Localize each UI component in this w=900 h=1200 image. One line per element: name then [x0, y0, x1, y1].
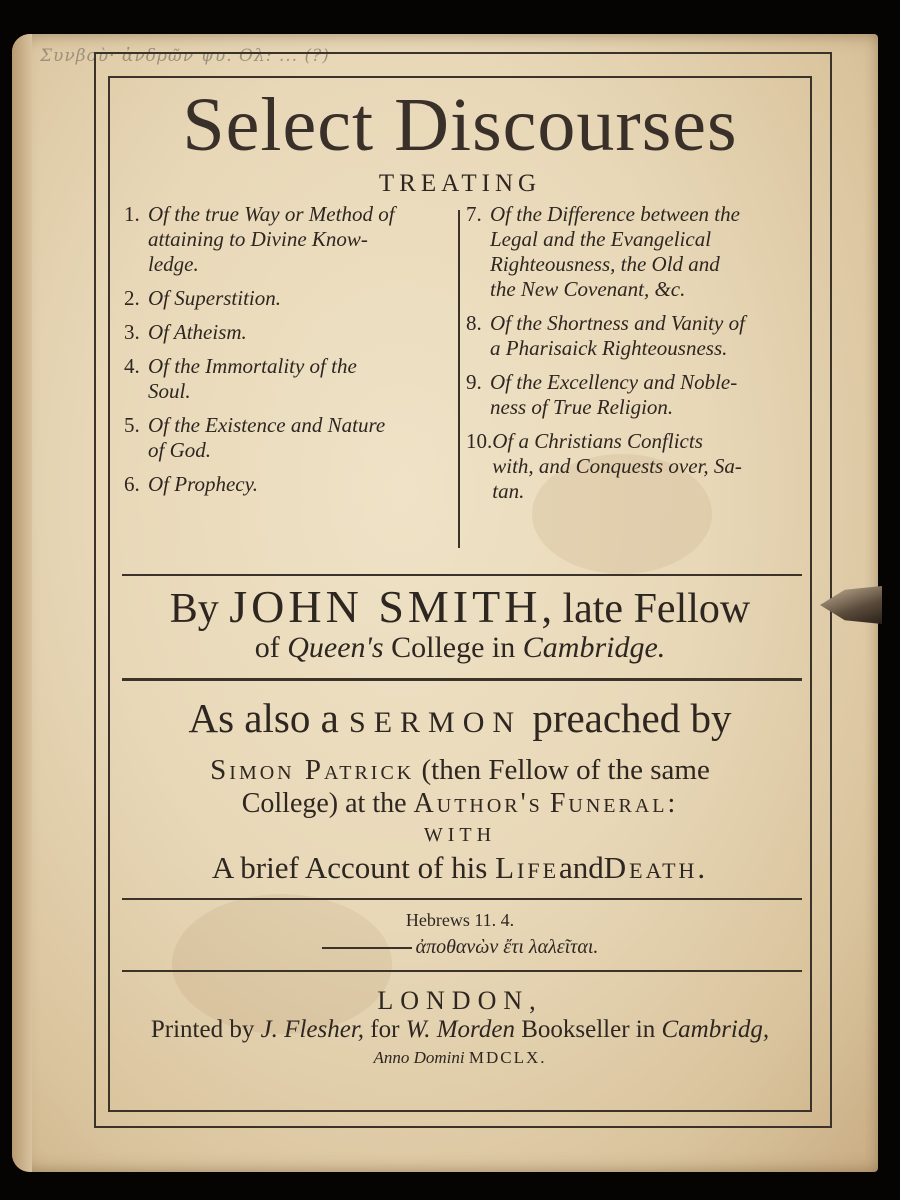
rule-line — [122, 678, 802, 681]
book-title: Select Discourses — [182, 83, 738, 167]
greek-text: ἀποθανὼν ἔτι λαλεῖται. — [415, 936, 599, 958]
preacher-name: Simon Patrick — [210, 754, 415, 786]
sermon-word: SERMON — [349, 706, 523, 739]
contents-item — [124, 202, 454, 277]
seller-rest: Bookseller in — [521, 1016, 656, 1043]
contents-item — [124, 472, 454, 497]
item-text: Of the Excellency and Noble- ness of True Religion. — [490, 370, 738, 419]
epigraph-dash — [322, 947, 412, 949]
college-of: of — [254, 631, 280, 664]
anno-domini: Anno Domini — [373, 1048, 465, 1067]
contents-item — [124, 320, 454, 345]
item-number: 9. — [466, 370, 482, 394]
imprint-year: MDCLX. — [468, 1048, 547, 1067]
rule-line — [122, 970, 802, 972]
author-name: JOHN SMITH — [229, 581, 542, 632]
item-text: Of a Christians Conflicts with, and Conquests over, Sa- tan. — [492, 429, 742, 503]
printer-name: J. Flesher, — [260, 1016, 365, 1043]
item-text: Of the true Way or Method of attaining to Divine Know- ledge. — [148, 202, 395, 276]
item-number: 10. — [466, 429, 493, 453]
contents-right-column — [466, 202, 796, 513]
contents-item — [124, 354, 454, 404]
item-text: Of the Difference between the Legal and the Evangelical Righteousness, the Old and the New Covenant, &c. — [490, 202, 740, 301]
item-number: 3. — [124, 320, 140, 344]
contents-item — [466, 311, 796, 361]
life-word: Life — [495, 850, 560, 885]
book-page — [12, 34, 878, 1172]
preacher-line — [108, 754, 812, 787]
college-rest: College in — [391, 631, 516, 664]
for-word: for — [370, 1016, 400, 1043]
item-text: Of Prophecy. — [148, 472, 259, 496]
authors-word: Author's — [413, 788, 543, 819]
seller-name: W. Morden — [405, 1016, 515, 1043]
by-label: By — [169, 586, 219, 632]
college-town: Cambridge. — [522, 631, 666, 664]
item-number: 7. — [466, 202, 482, 226]
epigraph-greek — [108, 936, 812, 959]
printed-by: Printed by — [150, 1016, 255, 1043]
contents-left-column — [124, 202, 454, 506]
and-word: and — [559, 850, 604, 885]
item-number: 5. — [124, 413, 140, 437]
college-name: Queen's — [287, 631, 384, 664]
seller-town: Cambridg, — [661, 1016, 770, 1043]
item-number: 6. — [124, 472, 140, 496]
epigraph-reference: Hebrews 11. 4. — [405, 910, 515, 930]
imprint-city: LONDON, — [377, 986, 543, 1015]
item-number: 2. — [124, 286, 140, 310]
item-text: Of the Existence and Nature of God. — [148, 413, 386, 462]
funeral-word: Funeral: — [549, 788, 679, 819]
page-spine-shadow — [12, 34, 32, 1172]
imprint-date — [108, 1048, 812, 1068]
item-text: Of the Immortality of the Soul. — [148, 354, 357, 403]
handwritten-margin-note: Συνβοὺ· ἀνδρῶν ψυ. Ολ: ... (?) — [40, 46, 330, 66]
column-divider — [458, 210, 460, 548]
funeral-pre: College) at the — [241, 788, 407, 819]
account-line — [108, 850, 812, 886]
with-line: WITH — [423, 824, 497, 846]
sermon-line — [108, 694, 812, 742]
item-number: 4. — [124, 354, 140, 378]
author-line — [108, 580, 812, 633]
death-word: Death. — [603, 850, 709, 885]
college-line — [108, 631, 812, 665]
treating-heading: TREATING — [378, 170, 542, 197]
contents-item — [466, 429, 796, 504]
sermon-pre: As also a — [188, 695, 339, 741]
sermon-post: preached by — [532, 695, 732, 741]
funeral-line — [108, 788, 812, 820]
account-pre: A brief Account of his — [211, 850, 488, 885]
item-text: Of the Shortness and Vanity of a Pharisaick Righteousness. — [490, 311, 745, 360]
contents-item — [466, 370, 796, 420]
item-text: Of Superstition. — [148, 286, 282, 310]
item-text: Of Atheism. — [148, 320, 247, 344]
contents-item — [466, 202, 796, 302]
item-number: 1. — [124, 202, 140, 226]
contents-item — [124, 286, 454, 311]
author-role: , late Fellow — [541, 586, 751, 632]
contents-item — [124, 413, 454, 463]
rule-line — [122, 574, 802, 576]
preacher-rest: (then Fellow of the same — [421, 754, 710, 786]
item-number: 8. — [466, 311, 482, 335]
imprint-printer-line — [108, 1016, 812, 1044]
rule-line — [122, 898, 802, 900]
